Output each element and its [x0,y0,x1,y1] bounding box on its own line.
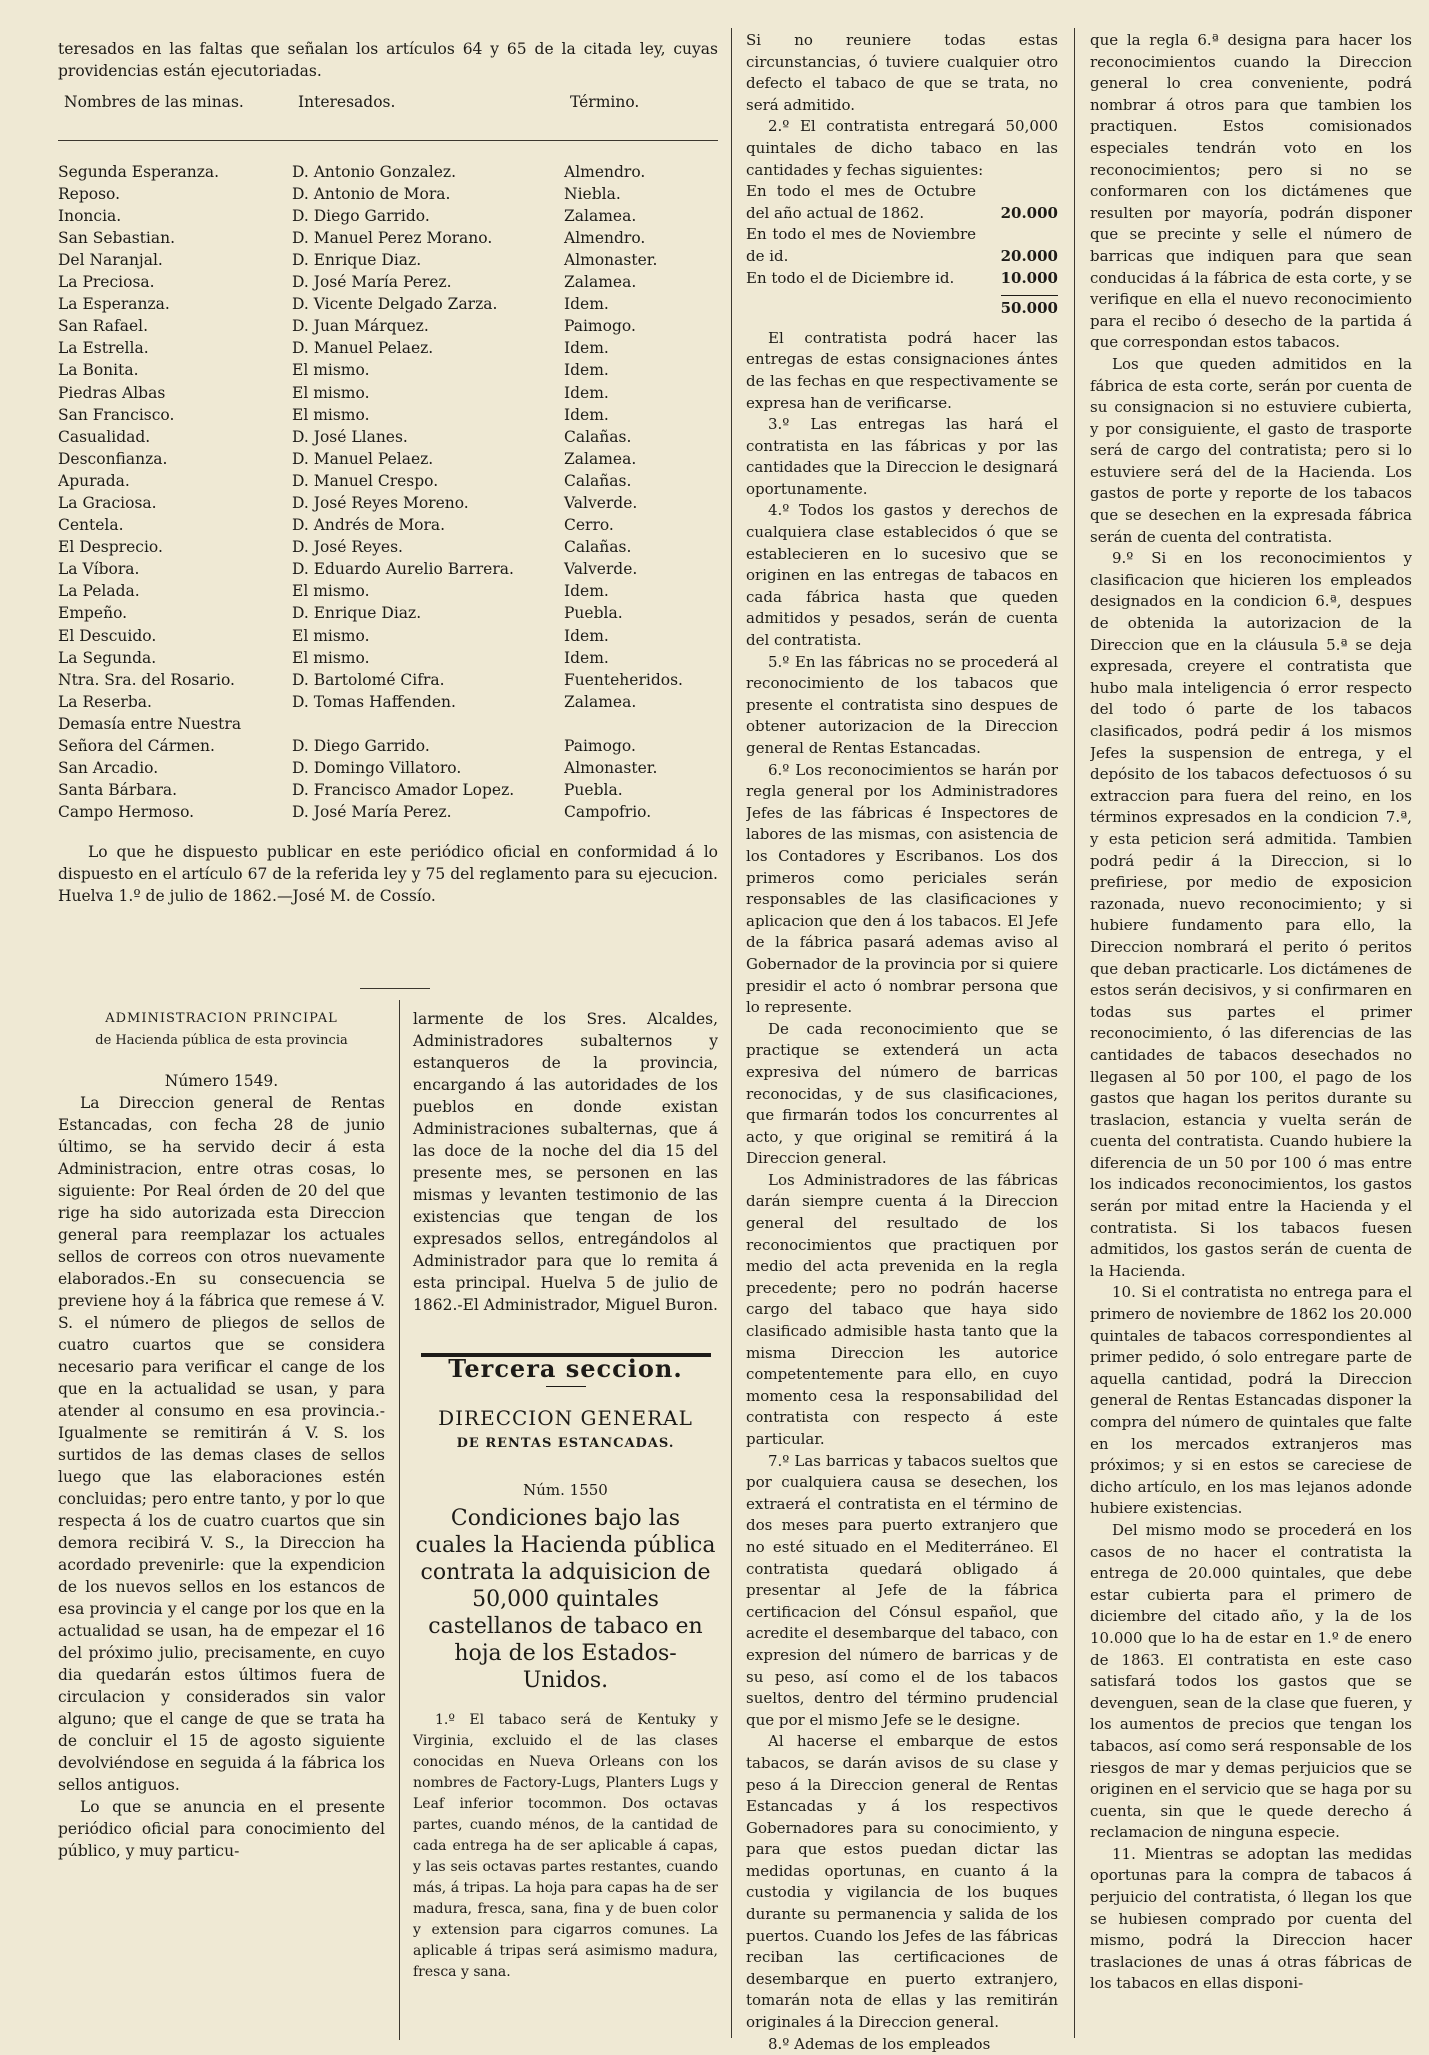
interested-cell: D. Francisco Amador Lopez. [292,781,515,800]
delivery-row [746,268,1058,290]
interested-cell: D. Eduardo Aurelio Barrera. [292,560,514,579]
admin-heading: ADMINISTRACION PRINCIPAL [105,1011,338,1026]
interested-cell: D. Bartolomé Cifra. [292,670,445,689]
table-row [58,647,718,669]
header-interested: Interesados. [292,92,564,140]
condition-6: 6.º Los reconocimientos se harán por regla general por los Administradores Jefes de las fábricas é Inspectores de labores de las mismas, con asistencia de los Contadores y Escribanos. Los dos primeros como periciales serán responsables de las clasificaciones y aplicacion que den á los tabacos. El Jefe de la fábrica pasará ademas aviso al Gobernador de la provincia por si quiere presidir el acto ó nombrar persona que lo represente. [746,760,1058,1017]
mine-name-cell: Desconfianza. [58,449,168,468]
table-row [58,337,718,359]
closing-text: Lo que he dispuesto publicar en este periódico oficial en conformidad á lo dispuesto en el artículo 67 de la referida ley y 75 del reglamento para su ejecucion. Huelva 1.º de julio de 1862.—José M. de Cossío. [58,843,718,906]
term-cell: Idem. [564,626,609,645]
interested-cell: El mismo. [292,626,370,645]
term-cell: Idem. [564,295,609,314]
mine-name-cell: Reposo. [58,184,121,203]
table-row [58,315,718,337]
mine-name-cell: Campo Hermoso. [58,803,195,822]
delivery-label: En todo el mes de Noviembre de id. [746,225,976,265]
term-cell: Almonaster. [564,250,658,269]
dept-title: DIRECCION GENERAL [438,1406,693,1430]
interested-cell: D. Antonio de Mora. [292,184,451,203]
table-row [58,713,718,735]
mine-name-cell: La Víbora. [58,560,140,579]
table-row [58,691,718,713]
interested-cell: D. Vicente Delgado Zarza. [292,295,498,314]
table-row [58,426,718,448]
term-cell: Calañas. [564,471,632,490]
admin-subheading: de Hacienda pública de esta provincia [95,1033,348,1048]
delivery-label: En todo el de Diciembre id. [746,268,955,287]
interested-cell: D. Tomas Haffenden. [292,692,456,711]
mine-name-cell: San Rafael. [58,317,149,336]
mine-name-cell: Empeño. [58,604,128,623]
mines-table-body [58,140,718,823]
deliveries-total: 50.000 [1001,295,1058,320]
table-row [58,735,718,757]
condition-8-cont: que la regla 6.ª designa para hacer los reconocimientos cuando la Direccion general lo crea conveniente, podrá nombrar á otros para que tambien los practiquen. Estos comisionados especiales tendrán voto en los reconocimientos; pero si no se conformaren con los dictámenes que resulten por mayoría, podrán disponer que se precinte y selle el número de barricas que indiquen para que sean conducidas á la fábrica de esta corte, y se verifique en ella el nuevo reconocimiento para el recibo ó desecho de la partida á que correspondan estos tabacos. [1090,31,1412,352]
condition-10b: Del mismo modo se procederá en los casos de no hacer el contratista la entrega de 20.000 quintales, que debe estar cubierta para el primero de diciembre del citado año, y la de los 10.000 que lo ha de estar en 1.º de enero de 1863. El contratista en este caso satisfará todos los gastos que se devenguen, sean de la clase que fueren, y los aumentos de precios que tengan los tabacos, así como será responsable de los riesgos de mar y demas perjuicios que se originen en el servicio que se haga por su cuenta, sin que le quede derecho á reclamacion de ninguna especie. [1090,1520,1412,1842]
table-row [58,293,718,315]
term-cell: Idem. [564,339,609,358]
conditions-column-3 [1090,30,1412,1995]
mines-column [58,38,718,907]
condition-7b: Al hacerse el embarque de estos tabacos, se darán avisos de su clase y peso á la Direccion general de Rentas Estancadas y á los respectivos Gobernadores para su conocimiento, y para que estos puedan dictar las medidas oportunas, en cuanto á la custodia y vigilancia de los buques durante su permanencia y salida de los puertos. Cuando los Jefes de las fábricas reciban las certificaciones de desembarque en puerto extranjero, tomarán nota de ellas y las remitirán originales á la Direccion general. [746,1732,1058,2032]
interested-cell: D. Andrés de Mora. [292,516,446,535]
interested-cell: D. Diego Garrido. [292,737,430,756]
condition-6c: Los Administradores de las fábricas darán siempre cuenta á la Direccion general del resultado de los reconocimientos que practiquen por medio del acta prevenida en la regla precedente; pero no podrán hacerse cargo del tabaco que haya sido clasificado admisible hasta tanto que la misma Direccion les autorice competentemente para ello, en cuyo momento cesa la responsabilidad del contratista con respecto á este particular. [746,1170,1058,1448]
table-row [58,183,718,205]
tercera-column [413,1008,718,1983]
condition-1-cont: Si no reuniere todas estas circunstancias, ó tuviere cualquier otro defecto el tabaco de que se trata, no será admitido. [746,31,1058,114]
condition-5: 5.º En las fábricas no se procederá al reconocimiento de los tabacos que presente el contratista sino despues de obtener autorizacion de la Direccion general de Rentas Estancadas. [746,652,1058,757]
delivery-amount: 20.000 [1000,246,1058,265]
interested-cell: D. Manuel Crespo. [292,471,439,490]
table-row [58,801,718,823]
delivery-row [746,181,1058,224]
interested-cell: El mismo. [292,582,370,601]
term-cell: Calañas. [564,538,632,557]
mine-name-cell: Apurada. [58,471,130,490]
term-cell: Idem. [564,405,609,424]
table-row [58,536,718,558]
term-cell: Zalamea. [564,273,637,292]
deliveries-total-row [746,295,1058,320]
mine-name-cell: La Segunda. [58,648,157,667]
admin-number: Número 1549. [164,1072,279,1090]
conditions-column-2 [746,30,1058,2055]
term-cell: Almendro. [564,162,646,181]
term-cell: Puebla. [564,604,623,623]
term-cell: Valverde. [564,494,638,512]
interested-cell: D. Antonio Gonzalez. [292,162,456,181]
condition-4: 4.º Todos los gastos y derechos de cualquiera clase establecidos ó que se establecieren en lo sucesivo que se originen en las entregas de tabacos en cada fábrica hasta que queden admitidos y pesados, serán de cuenta del contratista. [746,501,1058,650]
table-row [58,514,718,536]
mine-name-cell: La Reserba. [58,692,152,711]
interested-cell: D. Manuel Pelaez. [292,339,434,358]
term-cell: Idem. [564,361,609,380]
column-rule [731,28,732,2038]
term-cell: Zalamea. [564,692,637,711]
term-cell [564,713,718,735]
condition-10: 10. Si el contratista no entrega para el primero de noviembre de 1862 los 20.000 quintales de tabacos correspondientes al primer pedido, ó solo entregare parte de aquella cantidad, podrá la Direccion general de Rentas Estancadas disponer la compra del número de quintales que falte en los mercados extranjeros mas próximos; y si en estos se careciese de dicho artículo, en los mas lejanos adonde hubiere existencias. [1090,1283,1412,1518]
column-rule [1074,28,1075,2038]
term-cell: Paimogo. [564,737,636,756]
mine-name-cell: Centela. [58,516,124,535]
term-cell: Zalamea. [564,206,637,225]
interested-cell: El mismo. [292,383,370,402]
admin-notice [58,1008,385,1862]
mine-name-cell: Ntra. Sra. del Rosario. [58,670,235,689]
admin-body-2: Lo que se anuncia en el presente periódico oficial para conocimiento del público, y muy particu- [58,1798,385,1860]
interested-cell: El mismo. [292,648,370,667]
table-row [58,669,718,691]
interested-cell: D. José Llanes. [292,427,408,446]
interested-cell: D. Diego Garrido. [292,206,430,225]
admin-body-cont: larmente de los Sres. Alcaldes, Administradores subalternos y estanqueros de la provincia, encargando á las autoridades de los pueblos en donde existan Administraciones subalternas, que á las doce de la noche del dia 15 del presente mes, se personen en las mismas y levanten testimonio de las existencias que tengan de los expresados sellos, entregándolos al Administrador para que lo remita á esta principal. Huelva 5 de julio de 1862.-El Administrador, Miguel Buron. [413,1010,718,1314]
mine-name-cell: La Preciosa. [58,273,155,292]
divider [546,1386,586,1387]
column-rule [399,1000,400,2040]
term-cell: Paimogo. [564,317,636,336]
interested-cell: D. Manuel Perez Morano. [292,228,493,247]
interested-cell: D. Juan Márquez. [292,317,429,336]
delivery-row [746,224,1058,267]
mine-name-cell: La Bonita. [58,361,139,380]
interested-cell: D. José María Perez. [292,273,452,292]
condition-2: 2.º El contratista entregará 50,000 quintales de dicho tabaco en las cantidades y fechas siguientes: [746,117,1058,179]
condition-8b: Los que queden admitidos en la fábrica de esta corte, serán por cuenta de su consignacion si no estuviere cubierta, y por consiguiente, el gasto de trasporte será de cargo del contratista; pero si lo estuviere será del de la Hacienda. Los gastos de porte y reporte de los tabacos que se desechen en la expresada fábrica serán de cuenta del contratista. [1090,354,1412,546]
interested-cell: D. Enrique Diaz. [292,604,422,623]
mine-name-cell: San Arcadio. [58,759,159,778]
table-row [58,205,718,227]
interested-cell: El mismo. [292,361,370,380]
mine-name-cell: Segunda Esperanza. [58,162,220,181]
condition-1: 1.º El tabaco será de Kentuky y Virginia, excluido el de las clases conocidas en Nueva Orleans con los nombres de Factory-Lugs, Planters Lugs y Leaf inferior tocommon. Dos octavas partes, cuando ménos, de la cantidad de cada entrega ha de ser aplicable á capas, y las seis octavas partes restantes, cuando más, á tripas. La hoja para capas ha de ser madura, fresca, sana, fina y de buen color y extension para cigarros comunes. La aplicable á tripas será asimismo madura, fresca y sana. [413,1712,718,1980]
table-row [58,470,718,492]
mines-table [58,92,718,823]
term-cell: Almendro. [564,228,646,247]
mine-name-cell: Demasía entre Nuestra [58,714,242,733]
table-row [58,271,718,293]
condition-7: 7.º Las barricas y tabacos sueltos que por cualquiera causa se desechen, los extraerá el contratista en el término de dos meses para puerto extranjero que no esté situado en el Mediterráneo. El contratista quedará obligado á presentar al Jefe de la fábrica certificacion del Cónsul español, que acredite el desembarque del tabaco, con expresion del número de barricas y de su peso, así como el de los tabacos sueltos, dentro del término prudencial que por el mismo Jefe se le designe. [746,1451,1058,1729]
condition-8: 8.º Ademas de los empleados [768,2034,991,2053]
notice-number: Núm. 1550 [523,1481,608,1499]
interested-cell: El mismo. [292,405,370,424]
term-cell: Idem. [564,582,609,601]
delivery-amount: 10.000 [1000,268,1058,287]
term-cell: Cerro. [564,516,614,535]
condition-11: 11. Mientras se adoptan las medidas oportunas para la compra de tabacos á perjuicio del contratista, ó llegan los que se hubiesen comprado por cuenta del mismo, podrá la Direccion hacer traslaciones de unas á otras fábricas de los tabacos en ellas disponi- [1090,1844,1412,1993]
interested-cell: D. José Reyes Moreno. [292,494,469,512]
condition-6b: De cada reconocimiento que se practique se extenderá un acta expresiva del número de barricas reconocidas, y de sus clasificaciones, que firmarán todos los concurrentes al acto, y que original se remitirá á la Direccion general. [746,1019,1058,1168]
admin-body: La Direccion general de Rentas Estancadas, con fecha 28 de junio último, se ha servido decir á esta Administracion, entre otras cosas, lo siguiente: Por Real órden de 20 del que rige ha sido autorizada esta Direccion general para reemplazar los actuales sellos de correos con otros nuevamente elaborados.-En su consecuencia se previene hoy á la fábrica que remese á V. S. el número de pliegos de sellos de cuatro cuartos que se considera necesario para verificar el cange de los que en la actualidad se usan, y para atender al consumo en esa provincia.-Igualmente se remitirán á V. S. los surtidos de las demas clases de sellos luego que las elaboraciones estén concluidas; pero entre tanto, y por lo que respecta á los de cuatro cuartos que sin demora recibirá V. S., la Direccion ha acordado prevenirle: que la expendicion de los nuevos sellos en los estancos de esa provincia y el cange por los que en la actualidad se usan, ha de empezar el 16 del próximo julio, precisamente, en cuyo dia quedarán estos últimos fuera de circulacion y considerados sin valor alguno; que el cange de que se trata ha de concluir el 15 de agosto siguiente devolviéndose en seguida á la fábrica los sellos antiguos. [58,1094,385,1794]
condition-9: 9.º Si en los reconocimientos y clasificacion que hicieren los empleados designados en la condicion 6.ª, despues de obtenida la autorizacion de la Direccion que en la cláusula 5.ª se deja expresada, creyere el contratista que hubo mala inteligencia ó error respecto del todo ó parte de los tabacos clasificados, podrá pedir á los mismos Jefes la suspension de entrega, y el depósito de los tabacos defectuosos ó su extraccion para fuera del reino, en los términos expresados en la condicion 7.ª, y esta peticion será admitida. Tambien podrá pedir á la Direccion, si lo prefiriese, por medio de exposicion razonada, nuevo reconocimiento; y si hubiere fundamento para ello, la Direccion nombrará el perito ó peritos que deban practicarle. Los dictámenes de estos serán decisivos, y si confirmaren en todas sus partes el primer reconocimiento, ó las diferencias de las cantidades de tabacos desechados no llegasen al 50 por 100, el pago de los gastos que hagan los peritos durante su traslacion, estancia y vuelta serán de cuenta del contratista. Cuando hubiere la diferencia de un 50 por 100 ó mas entre los indicados reconocimientos, los gastos serán por mitad entre la Hacienda y el contratista. Si los tabacos fuesen admitidos, los gastos serán de cuenta de la Hacienda. [1090,549,1412,1280]
interested-cell: D. José María Perez. [292,803,452,822]
table-row [58,779,718,801]
mine-name-cell: Señora del Cármen. [58,737,215,756]
table-row [58,404,718,426]
deliveries-note: El contratista podrá hacer las entregas de estas consignaciones ántes de las fechas en que respectivamente se expresa han de verificarse. [746,328,1058,412]
section-title: Tercera seccion. [448,1354,683,1383]
table-row [58,492,718,514]
mine-name-cell: El Desprecio. [58,538,163,557]
term-cell: Niebla. [564,184,621,203]
mine-name-cell: El Descuido. [58,626,157,645]
table-row [58,558,718,580]
table-row [58,580,718,602]
mine-name-cell: Del Naranjal. [58,250,163,269]
table-row [58,227,718,249]
mine-name-cell: San Francisco. [58,405,175,424]
interested-cell: D. Enrique Diaz. [292,250,422,269]
mine-name-cell: Casualidad. [58,427,151,446]
notice-title: Condiciones bajo las cuales la Hacienda pública contrata la adquisicion de 50,000 quintales castellanos de tabaco en hoja de los Estados-Unidos. [415,1506,716,1693]
term-cell: Idem. [564,383,609,402]
mine-name-cell: Santa Bárbara. [58,781,178,800]
table-row [58,359,718,381]
term-cell: Almonaster. [564,759,658,778]
term-cell: Fuenteheridos. [564,670,683,689]
interested-cell: D. José Reyes. [292,538,403,557]
delivery-amount: 20.000 [1000,203,1058,222]
section-rule [360,988,430,989]
mine-name-cell: La Graciosa. [58,494,157,512]
mine-name-cell: La Pelada. [58,582,140,601]
mine-name-cell: La Estrella. [58,339,149,358]
table-row [58,625,718,647]
delivery-label: En todo el mes de Octubre del año actual de 1862. [746,182,976,222]
table-row [58,382,718,404]
mine-name-cell: San Sebastian. [58,228,176,247]
mine-name-cell: Inoncia. [58,206,122,225]
table-row [58,757,718,779]
table-row [58,448,718,470]
term-cell: Campofrio. [564,803,652,822]
term-cell: Puebla. [564,781,623,800]
header-mine-name: Nombres de las minas. [58,92,292,140]
table-row [58,249,718,271]
interested-cell [292,713,564,735]
interested-cell: D. Manuel Pelaez. [292,449,434,468]
intro-text: teresados en las faltas que señalan los artículos 64 y 65 de la citada ley, cuyas providencias están ejecutoriadas. [58,40,718,80]
condition-3: 3.º Las entregas las hará el contratista en las fábricas y por las cantidades que la Direccion le designará oportunamente. [746,415,1058,498]
term-cell: Zalamea. [564,449,637,468]
dept-subtitle: DE RENTAS ESTANCADAS. [456,1436,675,1451]
table-row [58,602,718,624]
term-cell: Calañas. [564,427,632,446]
interested-cell: D. Domingo Villatoro. [292,759,462,778]
mine-name-cell: Piedras Albas [58,383,166,402]
mine-name-cell: La Esperanza. [58,295,170,314]
term-cell: Idem. [564,648,609,667]
deliveries-table [746,181,1058,289]
header-term: Término. [564,92,718,140]
table-row [58,140,718,183]
term-cell: Valverde. [564,560,638,579]
